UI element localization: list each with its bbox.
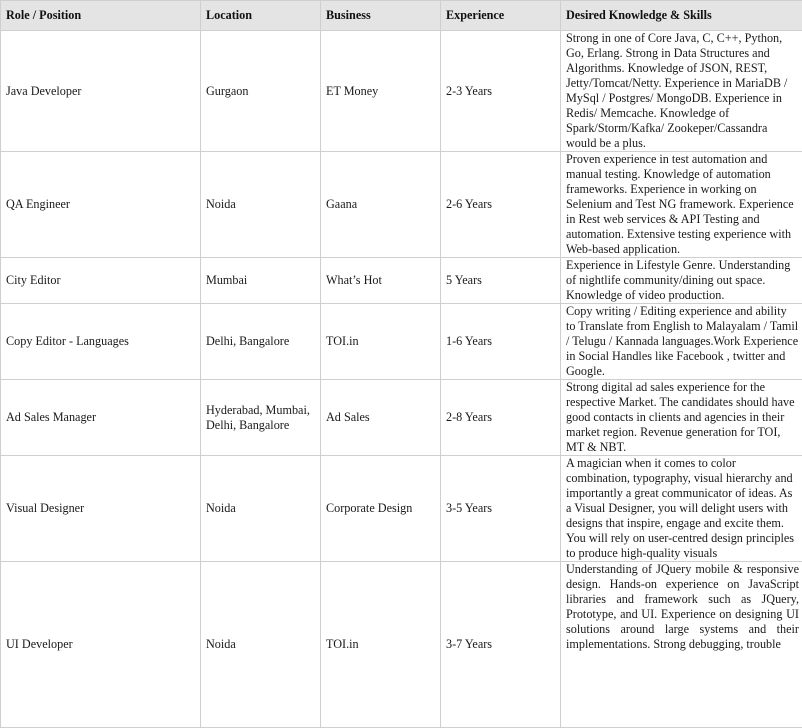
header-skills: Desired Knowledge & Skills — [561, 1, 802, 31]
role-cell: Java Developer — [1, 31, 201, 152]
location-cell: Noida — [201, 456, 321, 562]
business-cell: Gaana — [321, 152, 441, 258]
experience-cell: 2-6 Years — [441, 152, 561, 258]
table-row — [1, 152, 802, 258]
header-role: Role / Position — [1, 1, 201, 31]
location-cell: Noida — [201, 152, 321, 258]
skills-cell: Strong in one of Core Java, C, C++, Python, Go, Erlang. Strong in Data Structures and Algorithms. Knowledge of JSON, REST, Jetty/Tomcat/Netty. Experience in MariaDB / MySql / Postgres/ MongoDB. Experience in Redis/ Memcache. Knowledge of Spark/Storm/Kafka/ Zookeper/Cassandra would be a plus. — [561, 31, 802, 152]
table-row — [1, 258, 802, 304]
business-cell: What’s Hot — [321, 258, 441, 304]
experience-cell: 1-6 Years — [441, 304, 561, 380]
header-experience: Experience — [441, 1, 561, 31]
table-row — [1, 562, 802, 728]
experience-cell: 2-8 Years — [441, 380, 561, 456]
role-cell: Visual Designer — [1, 456, 201, 562]
table-row — [1, 456, 802, 562]
business-cell: ET Money — [321, 31, 441, 152]
role-cell: QA Engineer — [1, 152, 201, 258]
business-cell: Corporate Design — [321, 456, 441, 562]
role-cell: UI Developer — [1, 562, 201, 728]
location-cell: Noida — [201, 562, 321, 728]
role-cell: Ad Sales Manager — [1, 380, 201, 456]
table-body — [1, 31, 802, 728]
skills-cell: Strong digital ad sales experience for the respective Market. The candidates should have good contacts in clients and agencies in their market region. Revenue generation for TOI, MT & NBT. — [561, 380, 802, 456]
table-row — [1, 380, 802, 456]
table-row — [1, 304, 802, 380]
header-business: Business — [321, 1, 441, 31]
role-cell: City Editor — [1, 258, 201, 304]
location-cell: Gurgaon — [201, 31, 321, 152]
experience-cell: 3-7 Years — [441, 562, 561, 728]
location-cell: Hyderabad, Mumbai, Delhi, Bangalore — [201, 380, 321, 456]
experience-cell: 3-5 Years — [441, 456, 561, 562]
business-cell: Ad Sales — [321, 380, 441, 456]
skills-cell: Understanding of JQuery mobile & responsive design. Hands-on experience on JavaScript libraries and framework such as JQuery, Prototype, and UI. Experience on designing UI solutions around large systems and their implementations. Strong debugging, trouble — [561, 562, 802, 728]
business-cell: TOI.in — [321, 562, 441, 728]
location-cell: Delhi, Bangalore — [201, 304, 321, 380]
header-location: Location — [201, 1, 321, 31]
header-row — [1, 1, 802, 31]
role-cell: Copy Editor - Languages — [1, 304, 201, 380]
experience-cell: 2-3 Years — [441, 31, 561, 152]
table-row — [1, 31, 802, 152]
skills-cell: Experience in Lifestyle Genre. Understanding of nightlife community/dining out space. Knowledge of video production. — [561, 258, 802, 304]
table-header — [1, 1, 802, 31]
skills-cell: Proven experience in test automation and manual testing. Knowledge of automation frameworks. Experience in working on Selenium and Test NG framework. Experience in Rest web services & API Testing and automation. Extensive testing experience with Web-based application. — [561, 152, 802, 258]
experience-cell: 5 Years — [441, 258, 561, 304]
skills-cell: A magician when it comes to color combination, typography, visual hierarchy and importantly a great communicator of ideas. As a Visual Designer, you will delight users with designs that inspire, engage and excite them. You will rely on user-centred design principles to produce high-quality visuals — [561, 456, 802, 562]
skills-cell: Copy writing / Editing experience and ability to Translate from English to Malayalam / Tamil / Telugu / Kannada languages.Work Experience in Social Handles like Facebook , twitter and Google. — [561, 304, 802, 380]
business-cell: TOI.in — [321, 304, 441, 380]
location-cell: Mumbai — [201, 258, 321, 304]
